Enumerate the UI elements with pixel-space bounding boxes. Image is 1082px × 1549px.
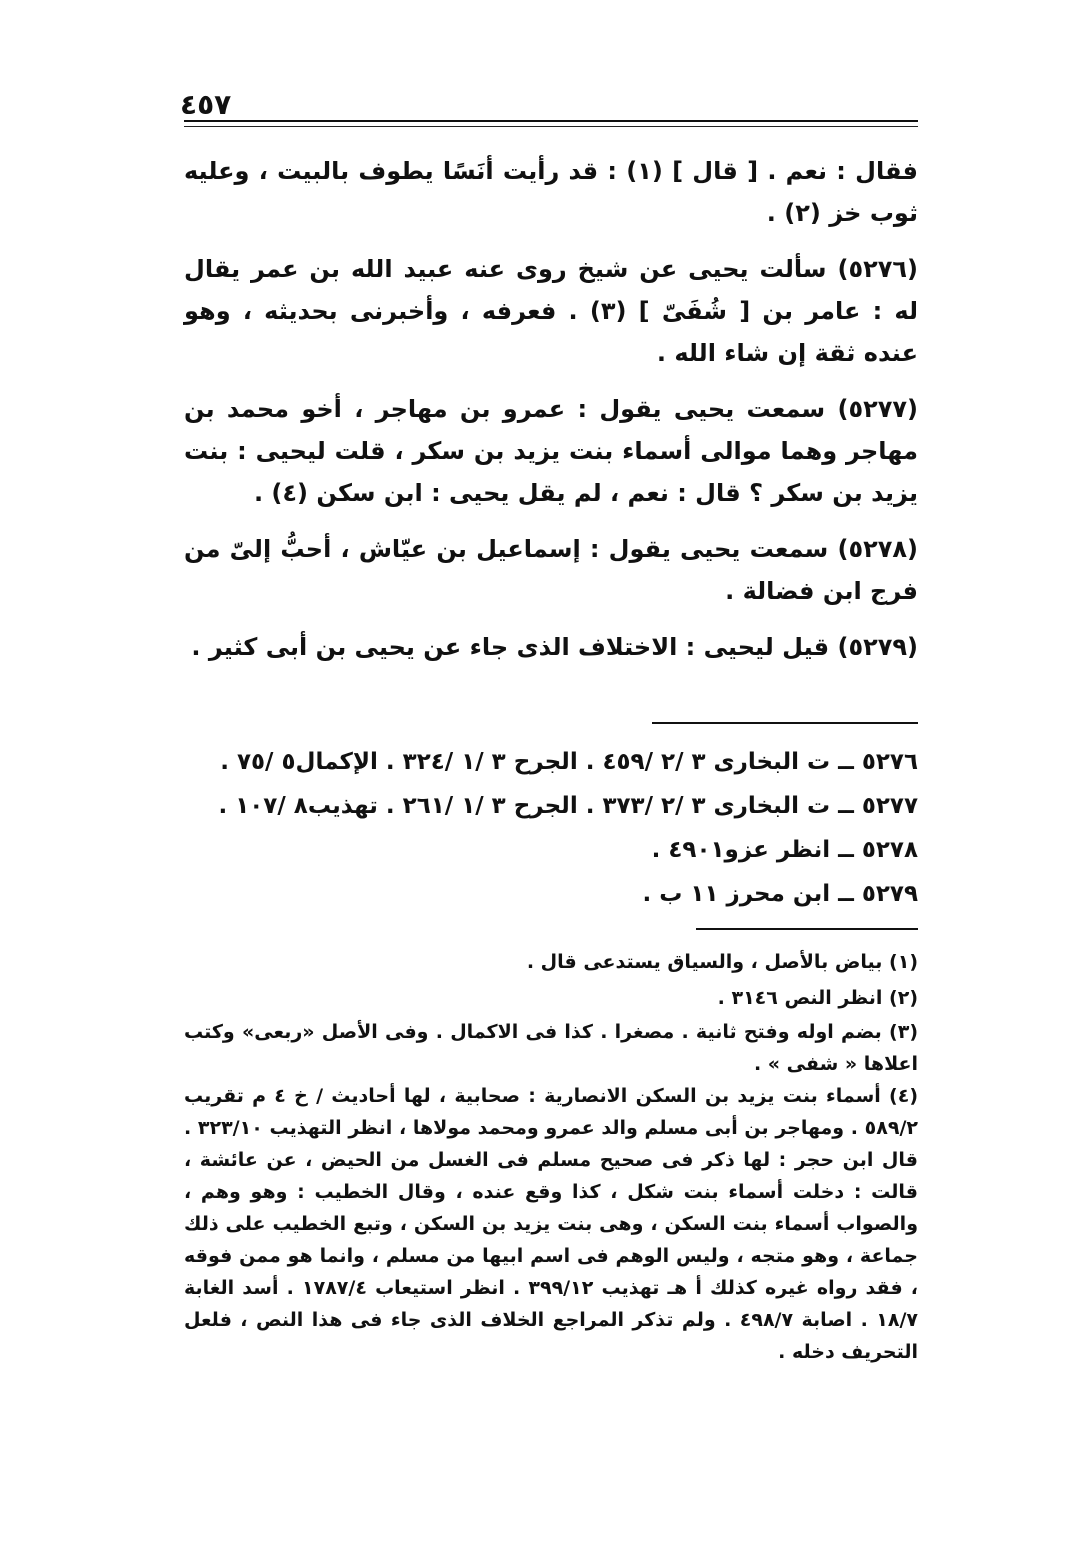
paragraph-5278: (٥٢٧٨) سمعت يحيى يقول : إسماعيل بن عيّاش ، أحبُّ إلىّ من فرج ابن فضالة .	[184, 535, 918, 605]
header-rule-thin	[184, 126, 918, 127]
footnote-4: (٤) أسماء بنت يزيد بن السكن الانصارية : صحابية ، لها أحاديث / خ ٤ م تقريب ٥٨٩/٢ . ومهاجر بن أبى مسلم والد عمرو ومحمد مولاها ، انظر التهذيب ٣٢٣/١٠ . قال ابن حجر : لها ذكر فى صحيح مسلم فى الغسل من الحيض ، عن عائشة ، قالت : دخلت أسماء بنت شكل ، كذا وقع عنده ، وقال الخطيب : وهو وهم ، والصواب أسماء بنت السكن ، وهى بنت يزيد بن السكن ، وتبع الخطيب على ذلك جماعة ، وهو متجه ، وليس الوهم فى اسم ابيها من مسلم ، وانما هو ممن فوقه ، فقد رواه غيره كذلك أ هـ تهذيب ٣٩٩/١٢ . انظر استيعاب ١٧٨٧/٤ . أسد الغابة ١٨/٧ . اصابة ٤٩٨/٧ . ولم تذكر المراجع الخلاف الذى جاء فى هذا النص ، فلعل التحريف دخله .	[184, 1085, 919, 1363]
footnotes-separator	[696, 928, 918, 930]
reference-5279: ٥٢٧٩ ــ ابن محرز ١١ ب .	[642, 881, 918, 907]
reference-5276: ٥٢٧٦ ــ ت البخارى ٣ /٢ /٤٥٩ . الجرح ٣ /١ /٣٢٤ . الإكمال٥ /٧٥ .	[220, 749, 918, 775]
footnote-1: (١) بياض بالأصل ، والسياق يستدعى قال .	[526, 951, 918, 973]
footnotes	[184, 944, 918, 1368]
references-list	[184, 740, 918, 916]
page-number: ٤٥٧	[180, 88, 232, 121]
header-rule	[184, 120, 918, 122]
footnote-2: (٢) انظر النص ٣١٤٦ .	[717, 987, 918, 1009]
paragraph-intro: فقال : نعم . [ قال ] (١) : قد رأيت أنَسًا يطوف بالبيت ، وعليه ثوب خز (٢) .	[184, 157, 918, 227]
paragraph-5277: (٥٢٧٧) سمعت يحيى يقول : عمرو بن مهاجر ، أخو محمد بن مهاجر وهما موالى أسماء بنت يزيد بن سكر ، قلت ليحيى : بنت يزيد بن سكر ؟ قال : نعم ، لم يقل يحيى : ابن سكن (٤) .	[184, 395, 918, 507]
paragraph-5276: (٥٢٧٦) سألت يحيى عن شيخ روى عنه عبيد الله بن عمر يقال له : عامر بن [ شُفَىّ ] (٣) . فعرفه ، وأخبرنى بحديثه ، وهو عنده ثقة إن شاء الله .	[184, 255, 918, 367]
reference-5277: ٥٢٧٧ ــ ت البخارى ٣ /٢ /٣٧٣ . الجرح ٣ /١ /٢٦١ . تهذيب٨ /١٠٧ .	[218, 793, 918, 819]
main-text	[184, 150, 918, 682]
reference-5278: ٥٢٧٨ ــ انظر عزو٤٩٠١ .	[651, 837, 918, 863]
references-separator	[652, 722, 918, 724]
footnote-3: (٣) بضم اوله وفتح ثانية . مصغرا . كذا فى الاكمال . وفى الأصل «ربعى» وكتب اعلاها « شفى » .	[184, 1021, 918, 1075]
paragraph-5279: (٥٢٧٩) قيل ليحيى : الاختلاف الذى جاء عن يحيى بن أبى كثير .	[191, 633, 918, 661]
